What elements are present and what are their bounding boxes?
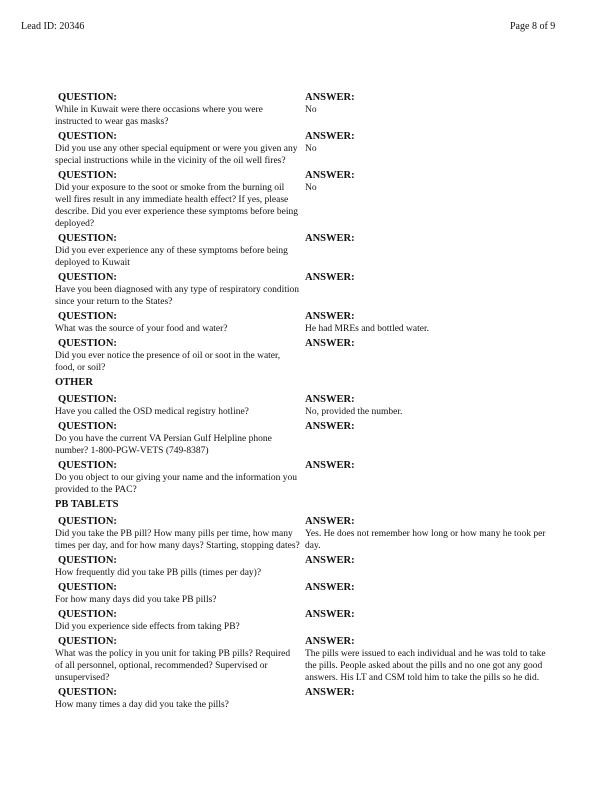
answer-label: ANSWER: xyxy=(305,338,355,349)
question xyxy=(55,421,300,457)
question xyxy=(55,582,300,606)
question-text: While in Kuwait were there occasions where you were instructed to wear gas masks? xyxy=(55,105,263,127)
qa-block-other xyxy=(55,394,555,496)
answer-text: No xyxy=(305,105,317,115)
question-label: QUESTION: xyxy=(58,609,117,620)
section-heading-pb-tablets: PB TABLETS xyxy=(55,499,119,510)
answer xyxy=(305,272,550,308)
question xyxy=(55,555,300,579)
qa-row xyxy=(55,687,555,711)
question xyxy=(55,460,300,496)
question xyxy=(55,636,300,684)
answer-label: ANSWER: xyxy=(305,687,355,698)
question xyxy=(55,394,300,418)
answer xyxy=(305,516,550,552)
question-text: How many times a day did you take the pills? xyxy=(55,700,229,710)
question xyxy=(55,311,300,335)
question-text: Did you ever experience any of these symptoms before being deployed to Kuwait xyxy=(55,246,288,268)
question-label: QUESTION: xyxy=(58,555,117,566)
qa-row xyxy=(55,338,555,374)
question-text: Have you been diagnosed with any type of respiratory condition since your return to the States? xyxy=(55,285,300,307)
answer xyxy=(305,421,550,457)
answer-label: ANSWER: xyxy=(305,582,355,593)
answer-label: ANSWER: xyxy=(305,555,355,566)
qa-row xyxy=(55,131,555,167)
qa-row xyxy=(55,516,555,552)
qa-row xyxy=(55,233,555,269)
answer-label: ANSWER: xyxy=(305,272,355,283)
qa-row xyxy=(55,311,555,335)
answer-label: ANSWER: xyxy=(305,516,355,527)
question-text: Did your exposure to the soot or smoke from the burning oil well fires result in any immediate health effect? If yes, please describe. Did you ever experience these symptoms before being deployed? xyxy=(55,183,298,229)
question xyxy=(55,131,300,167)
question xyxy=(55,516,300,552)
answer-label: ANSWER: xyxy=(305,233,355,244)
question-label: QUESTION: xyxy=(58,272,117,283)
answer xyxy=(305,460,550,496)
answer-text: He had MREs and bottled water. xyxy=(305,324,430,334)
answer-label: ANSWER: xyxy=(305,609,355,620)
qa-row xyxy=(55,609,555,633)
question-text: Did you experience side effects from taking PB? xyxy=(55,622,240,632)
question xyxy=(55,272,300,308)
answer xyxy=(305,170,550,230)
question xyxy=(55,687,300,711)
answer xyxy=(305,636,550,684)
question-label: QUESTION: xyxy=(58,92,117,103)
qa-row xyxy=(55,170,555,230)
qa-row xyxy=(55,272,555,308)
section-heading-other: OTHER xyxy=(55,377,93,388)
answer-label: ANSWER: xyxy=(305,394,355,405)
question xyxy=(55,92,300,128)
answer xyxy=(305,687,550,711)
qa-row xyxy=(55,421,555,457)
qa-block-main xyxy=(55,92,555,374)
answer-text: No xyxy=(305,183,317,193)
question-text: Did you use any other special equipment or were you given any special instructions while in the vicinity of the oil well fires? xyxy=(55,144,298,166)
question-text: Did you take the PB pill? How many pills per time, how many times per day, and for how many days? Starting, stopping dates? xyxy=(55,529,300,551)
question xyxy=(55,233,300,269)
question-text: How frequently did you take PB pills (times per day)? xyxy=(55,568,262,578)
answer xyxy=(305,394,550,418)
answer-label: ANSWER: xyxy=(305,131,355,142)
question-label: QUESTION: xyxy=(58,338,117,349)
answer xyxy=(305,338,550,374)
question-text: Have you called the OSD medical registry hotline? xyxy=(55,407,249,417)
answer-text: The pills were issued to each individual and he was told to take the pills. People asked about the pills and no one got any good answers. His LT and CSM told him to take the pills so he did. xyxy=(305,649,546,683)
qa-row xyxy=(55,636,555,684)
answer xyxy=(305,233,550,269)
answer-text: No xyxy=(305,144,317,154)
question-label: QUESTION: xyxy=(58,394,117,405)
question xyxy=(55,170,300,230)
qa-row xyxy=(55,555,555,579)
page-number: Page 8 of 9 xyxy=(510,21,556,32)
lead-id: Lead ID: 20346 xyxy=(21,21,85,32)
question-label: QUESTION: xyxy=(58,311,117,322)
qa-row xyxy=(55,582,555,606)
qa-row xyxy=(55,92,555,128)
question-text: Do you have the current VA Persian Gulf Helpline phone number? 1-800-PGW-VETS (749-8387) xyxy=(55,434,272,456)
question-label: QUESTION: xyxy=(58,687,117,698)
answer xyxy=(305,582,550,606)
answer-label: ANSWER: xyxy=(305,311,355,322)
question-text: For how many days did you take PB pills? xyxy=(55,595,217,605)
answer-text: No, provided the number. xyxy=(305,407,403,417)
answer xyxy=(305,131,550,167)
answer xyxy=(305,92,550,128)
answer xyxy=(305,609,550,633)
question-label: QUESTION: xyxy=(58,460,117,471)
question-text: What was the source of your food and water? xyxy=(55,324,228,334)
question-text: Do you object to our giving your name and the information you provided to the PAC? xyxy=(55,473,297,495)
answer xyxy=(305,555,550,579)
qa-block-pb xyxy=(55,516,555,711)
qa-row xyxy=(55,460,555,496)
answer-label: ANSWER: xyxy=(305,170,355,181)
question-label: QUESTION: xyxy=(58,233,117,244)
answer-label: ANSWER: xyxy=(305,460,355,471)
question-label: QUESTION: xyxy=(58,516,117,527)
question-label: QUESTION: xyxy=(58,421,117,432)
answer-label: ANSWER: xyxy=(305,92,355,103)
answer-label: ANSWER: xyxy=(305,636,355,647)
question-label: QUESTION: xyxy=(58,582,117,593)
answer-label: ANSWER: xyxy=(305,421,355,432)
question xyxy=(55,609,300,633)
question-text: Did you ever notice the presence of oil or soot in the water, food, or soil? xyxy=(55,351,281,373)
answer xyxy=(305,311,550,335)
question-label: QUESTION: xyxy=(58,131,117,142)
questionnaire xyxy=(55,92,555,714)
answer-text: Yes. He does not remember how long or how many he took per day. xyxy=(305,529,546,551)
qa-row xyxy=(55,394,555,418)
question-text: What was the policy in you unit for taking PB pills? Required of all personnel, optional, recommended? Supervised or unsupervised? xyxy=(55,649,291,683)
question-label: QUESTION: xyxy=(58,636,117,647)
question-label: QUESTION: xyxy=(58,170,117,181)
question xyxy=(55,338,300,374)
